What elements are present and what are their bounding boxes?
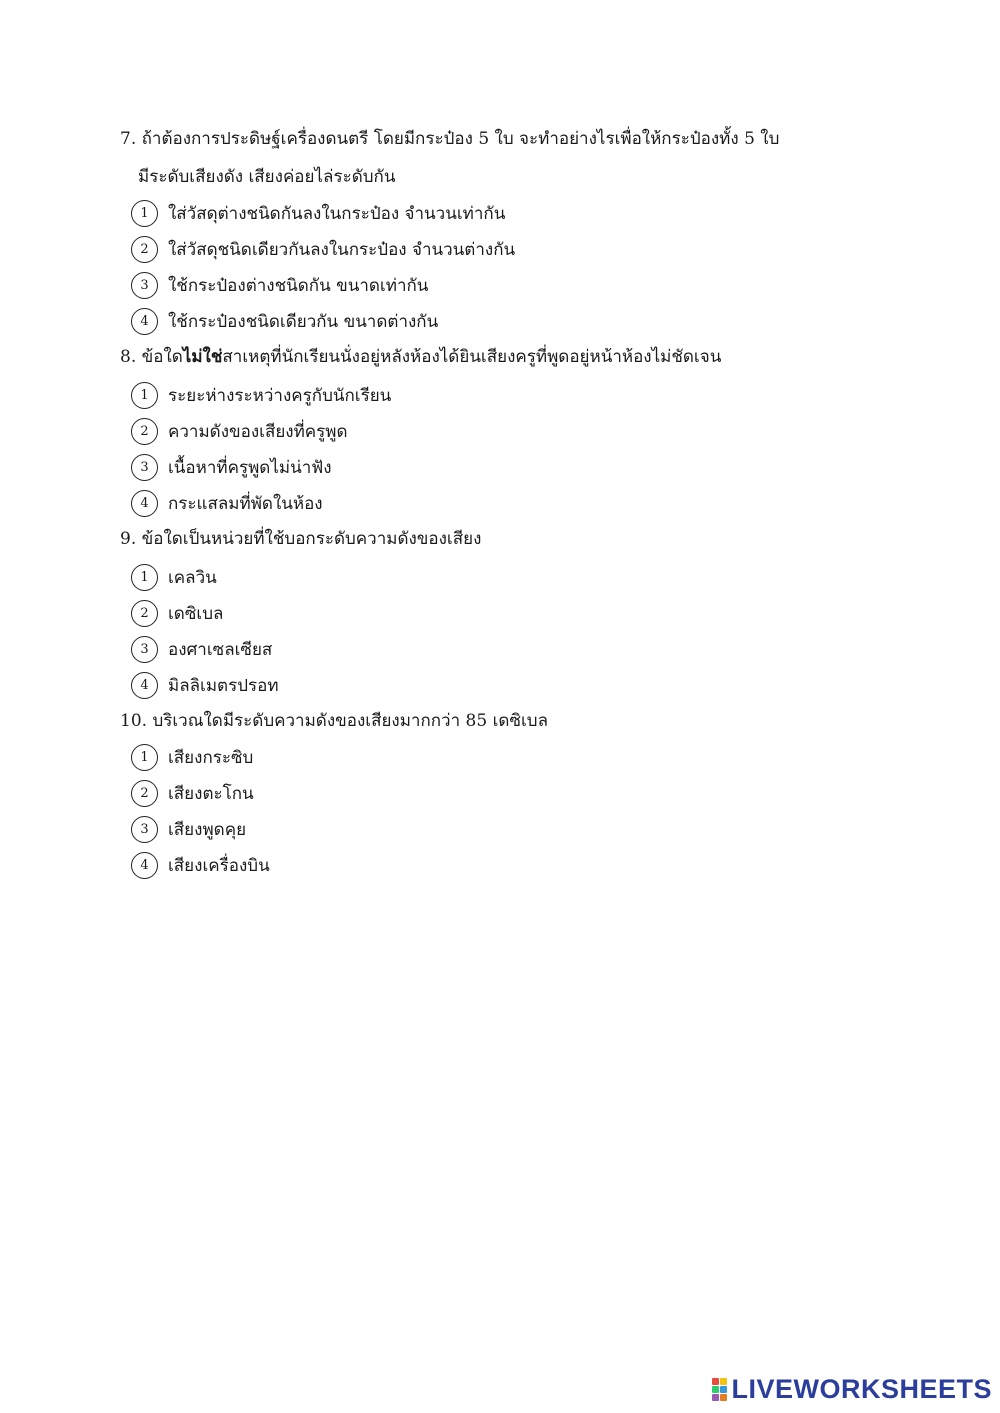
- question-7-stem-line2: มีระดับเสียงดัง เสียงค่อยไล่ระดับกัน: [138, 167, 396, 187]
- brand-name: LIVEWORKSHEETS: [731, 1374, 992, 1404]
- question-9: [120, 528, 481, 550]
- q9-option-1[interactable]: [131, 562, 217, 592]
- option-text: ใช้กระป๋องชนิดเดียวกัน ขนาดต่างกัน: [168, 311, 439, 332]
- option-text: องศาเซลเซียส: [168, 639, 273, 660]
- option-text: เคลวิน: [168, 567, 217, 588]
- option-number-circle: 1: [131, 382, 158, 409]
- option-text: เสียงตะโกน: [168, 783, 254, 804]
- q8-option-1[interactable]: [131, 380, 391, 410]
- question-8-stem-prefix: 8. ข้อใด: [120, 347, 183, 367]
- option-number-circle: 3: [131, 454, 158, 481]
- option-number-circle: 2: [131, 600, 158, 627]
- option-number-circle: 2: [131, 236, 158, 263]
- option-text: เนื้อหาที่ครูพูดไม่น่าฟัง: [168, 457, 332, 478]
- option-text: ความดังของเสียงที่ครูพูด: [168, 421, 348, 442]
- option-number-circle: 4: [131, 308, 158, 335]
- logo-tile: [712, 1378, 719, 1385]
- option-text: ใส่วัสดุชนิดเดียวกันลงในกระป๋อง จำนวนต่างกัน: [168, 239, 516, 260]
- option-text: เสียงกระซิบ: [168, 747, 254, 768]
- q10-option-3[interactable]: [131, 814, 246, 844]
- logo-tile: [712, 1386, 719, 1393]
- option-text: ใช้กระป๋องต่างชนิดกัน ขนาดเท่ากัน: [168, 275, 429, 296]
- option-number-circle: 1: [131, 200, 158, 227]
- logo-tile: [720, 1378, 727, 1385]
- question-8-stem-suffix: สาเหตุที่นักเรียนนั่งอยู่หลังห้องได้ยินเสียงครูที่พูดอยู่หน้าห้องไม่ชัดเจน: [222, 347, 722, 367]
- option-number-circle: 3: [131, 636, 158, 663]
- option-number-circle: 4: [131, 672, 158, 699]
- q8-option-3[interactable]: [131, 452, 332, 482]
- liveworksheets-logo-icon: [712, 1378, 727, 1401]
- liveworksheets-brand[interactable]: [712, 1374, 992, 1405]
- option-text: มิลลิเมตรปรอท: [168, 675, 279, 696]
- q10-option-1[interactable]: [131, 742, 253, 772]
- q9-option-3[interactable]: [131, 634, 272, 664]
- option-text: เสียงพูดคุย: [168, 819, 247, 840]
- option-number-circle: 3: [131, 816, 158, 843]
- option-text: กระแสลมที่พัดในห้อง: [168, 493, 323, 514]
- option-number-circle: 2: [131, 418, 158, 445]
- question-9-stem: 9. ข้อใดเป็นหน่วยที่ใช้บอกระดับความดังของเสียง: [120, 529, 482, 549]
- option-number-circle: 4: [131, 852, 158, 879]
- option-number-circle: 4: [131, 490, 158, 517]
- q9-option-2[interactable]: [131, 598, 223, 628]
- q8-option-4[interactable]: [131, 488, 323, 518]
- q7-option-4[interactable]: [131, 306, 438, 336]
- question-7-stem-line1: 7. ถ้าต้องการประดิษฐ์เครื่องดนตรี โดยมีกระป๋อง 5 ใบ จะทำอย่างไรเพื่อให้กระป๋องทั้ง 5 ใบ: [120, 129, 780, 149]
- option-number-circle: 3: [131, 272, 158, 299]
- q7-option-1[interactable]: [131, 198, 505, 228]
- logo-tile: [712, 1394, 719, 1401]
- option-text: ระยะห่างระหว่างครูกับนักเรียน: [168, 385, 392, 406]
- q9-option-4[interactable]: [131, 670, 279, 700]
- q7-option-3[interactable]: [131, 270, 428, 300]
- question-7: [120, 128, 780, 187]
- option-text: เสียงเครื่องบิน: [168, 855, 270, 876]
- option-number-circle: 1: [131, 744, 158, 771]
- option-text: ใส่วัสดุต่างชนิดกันลงในกระป๋อง จำนวนเท่ากัน: [168, 203, 506, 224]
- question-8: [120, 346, 721, 368]
- logo-tile: [720, 1386, 727, 1393]
- q10-option-4[interactable]: [131, 850, 270, 880]
- q7-option-2[interactable]: [131, 234, 515, 264]
- question-8-stem-emphasis: ไม่ใช่: [182, 347, 223, 367]
- logo-tile: [720, 1394, 727, 1401]
- option-text: เดซิเบล: [168, 603, 224, 624]
- q8-option-2[interactable]: [131, 416, 348, 446]
- option-number-circle: 2: [131, 780, 158, 807]
- question-10-stem: 10. บริเวณใดมีระดับความดังของเสียงมากกว่า 85 เดซิเบล: [120, 711, 548, 731]
- option-number-circle: 1: [131, 564, 158, 591]
- question-10: [120, 710, 548, 732]
- q10-option-2[interactable]: [131, 778, 254, 808]
